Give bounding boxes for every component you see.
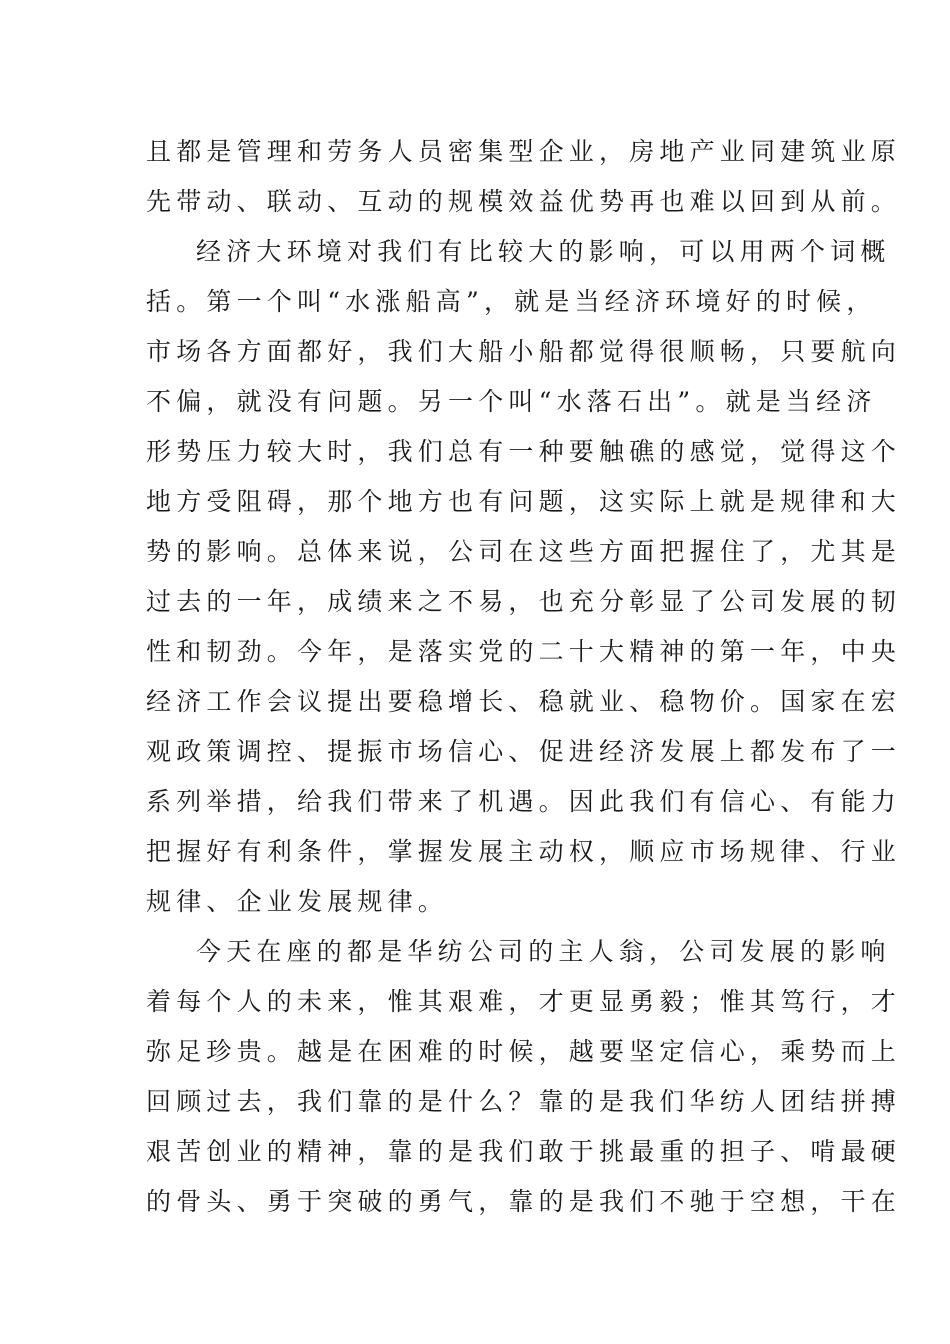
- text-line: 性和韧劲。今年，是落实党的二十大精神的第一年，中央: [146, 637, 902, 666]
- text-line: 的骨头、勇于突破的勇气，靠的是我们不驰于空想，干在: [146, 1187, 902, 1216]
- text-line: 系列举措，给我们带来了机遇。因此我们有信心、有能力: [146, 787, 902, 816]
- text-line: 且都是管理和劳务人员密集型企业，房地产业同建筑业原: [146, 137, 902, 166]
- text-line: 艰苦创业的精神，靠的是我们敢于挑最重的担子、啃最硬: [146, 1137, 902, 1166]
- text-line: 形势压力较大时，我们总有一种要触礁的感觉，觉得这个: [146, 437, 902, 466]
- text-line: 市场各方面都好，我们大船小船都觉得很顺畅，只要航向: [146, 337, 902, 366]
- text-line: 经济工作会议提出要稳增长、稳就业、稳物价。国家在宏: [146, 687, 902, 716]
- text-line: 过去的一年，成绩来之不易，也充分彰显了公司发展的韧: [146, 587, 902, 616]
- text-line: 不偏，就没有问题。另一个叫“水落石出”。就是当经济: [146, 387, 877, 416]
- text-line: 观政策调控、提振市场信心、促进经济发展上都发布了一: [146, 737, 902, 766]
- text-line: 地方受阻碍，那个地方也有问题，这实际上就是规律和大: [146, 487, 902, 516]
- text-line: 规律、企业发展规律。: [146, 887, 449, 916]
- text-line: 势的影响。总体来说，公司在这些方面把握住了，尤其是: [146, 537, 902, 566]
- text-line: 回顾过去，我们靠的是什么？靠的是我们华纺人团结拼搏: [146, 1087, 902, 1116]
- text-line: 弥足珍贵。越是在困难的时候，越要坚定信心，乘势而上: [146, 1037, 902, 1066]
- text-line: 着每个人的未来，惟其艰难，才更显勇毅；惟其笃行，才: [146, 987, 902, 1016]
- text-line: 先带动、联动、互动的规模效益优势再也难以回到从前。: [146, 187, 902, 216]
- text-line: 把握好有利条件，掌握发展主动权，顺应市场规律、行业: [146, 837, 902, 866]
- paragraph-start-line: 经济大环境对我们有比较大的影响，可以用两个词概: [196, 237, 891, 266]
- paragraph-start-line: 今天在座的都是华纺公司的主人翁，公司发展的影响: [196, 937, 891, 966]
- text-line: 括。第一个叫“水涨船高”，就是当经济环境好的时候，: [146, 287, 877, 316]
